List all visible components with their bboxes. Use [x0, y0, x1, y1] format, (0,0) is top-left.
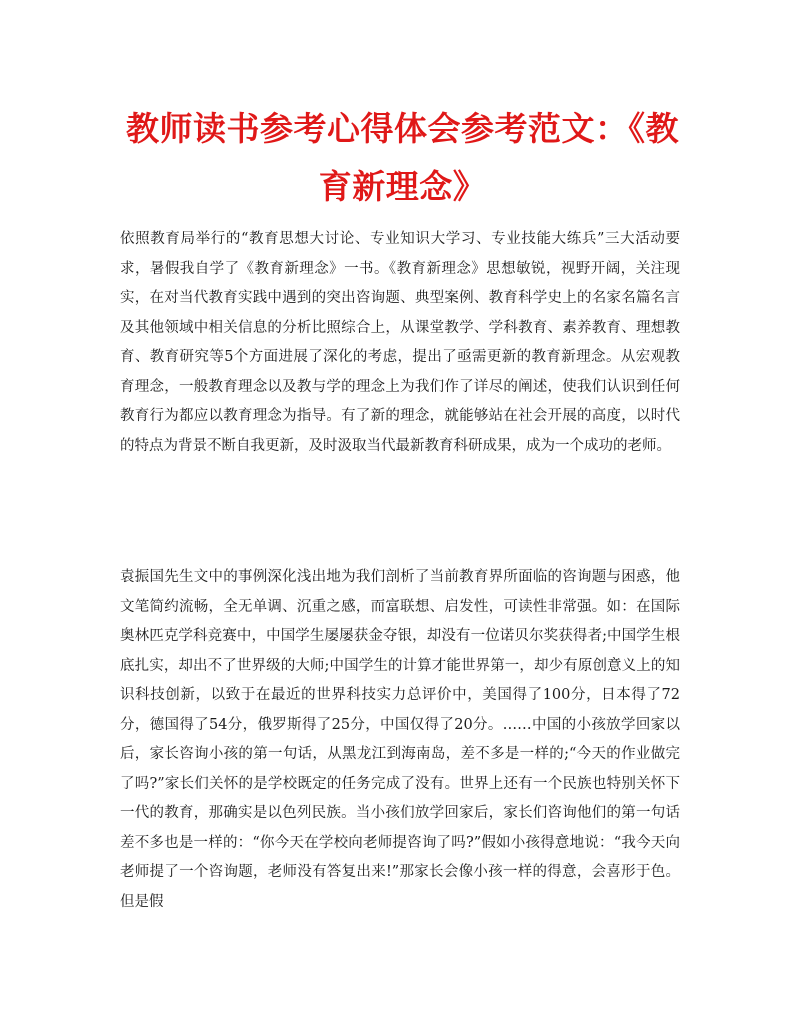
document-title: 教师读书参考心得体会参考范文：《教育新理念》: [126, 109, 679, 206]
body-paragraph-1: 依照教育局举行的“教育思想大讨论、专业知识大学习、专业技能大练兵”三大活动要求，暑假我自学了《教育新理念》一书。《教育新理念》思想敏锐，视野开阔，关注现实，在对当代教育实践中遇到的突出咨询题、典型案例、教育科学史上的名家名篇名言及其他领域中相关信息的分析比照综合上，从课堂教学、学科教育、素养教育、理想教育、教育研究等5个方面进展了深化的考虑，提出了亟需更新的教育新理念。从宏观教育理念，一般教育理念以及教与学的理念上为我们作了详尽的阐述，使我们认识到任何教育行为都应以教育理念为指导。有了新的理念，就能够站在社会开展的高度，以时代的特点为背景不断自我更新，及时汲取当代最新教育科研成果，成为一个成功的老师。: [120, 231, 680, 454]
body-paragraph-2: 袁振国先生文中的事例深化浅出地为我们剖析了当前教育界所面临的咨询题与困惑，他文笔简约流畅，全无单调、沉重之感，而富联想、启发性，可读性非常强。如：在国际奥林匹克学科竞赛中，中国学生屡屡获金夺银，却没有一位诺贝尔奖获得者;中国学生根底扎实，却出不了世界级的大师;中国学生的计算才能世界第一，却少有原创意义上的知识科技创新，以致于在最近的世界科技实力总评价中，美国得了100分，日本得了72分，德国得了54分，俄罗斯得了25分，中国仅得了20分。……中国的小孩放学回家以后，家长咨询小孩的第一句话，从黑龙江到海南岛，差不多是一样的;“今天的作业做完了吗?”家长们关怀的是学校既定的任务完成了没有。世界上还有一个民族也特别关怀下一代的教育，那确实是以色列民族。当小孩们放学回家后，家长们咨询他们的第一句话差不多也是一样的：“你今天在学校向老师提咨询了吗?”假如小孩得意地说：“我今天向老师提了一个咨询题，老师没有答复出来!”那家长会像小孩一样的得意，会喜形于色。但是假: [120, 569, 680, 910]
